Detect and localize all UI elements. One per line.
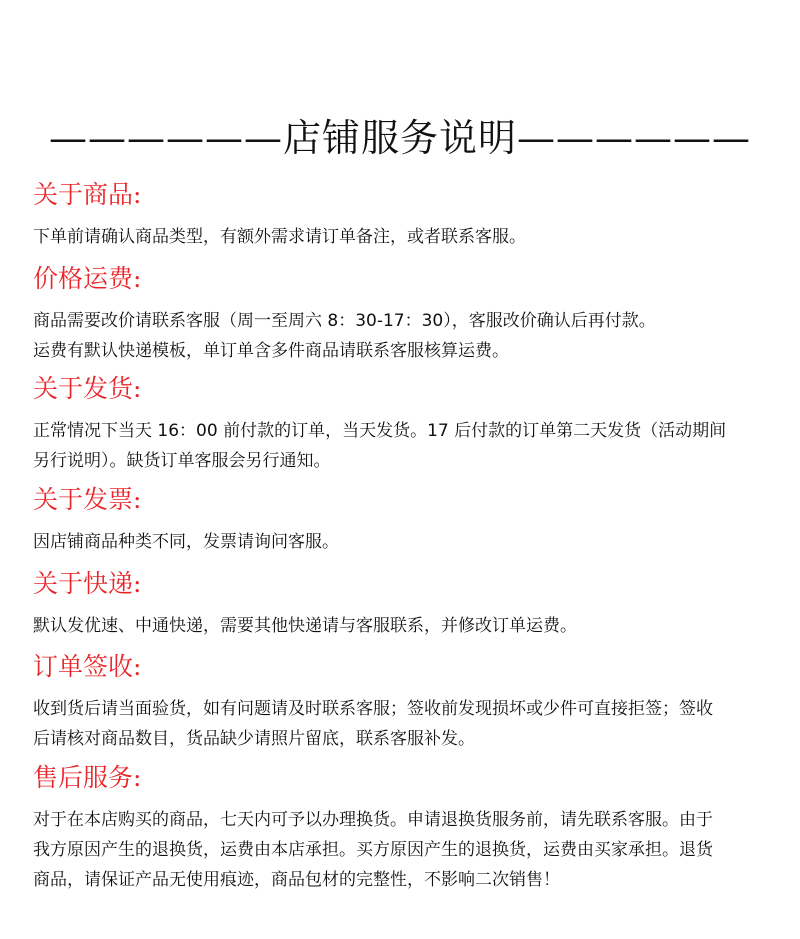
section-heading: 关于发货:	[33, 374, 142, 403]
body-line: 后请核对商品数目，货品缺少请照片留底，联系客服补发。	[33, 729, 475, 749]
body-line: 默认发优速、中通快递，需要其他快递请与客服联系，并修改订单运费。	[33, 616, 577, 636]
section-order-receipt	[33, 650, 783, 754]
body-line: 商品，请保证产品无使用痕迹，商品包材的完整性，不影响二次销售！	[33, 870, 560, 890]
page-title: ——————店铺服务说明——————	[48, 116, 751, 160]
body-line: 收到货后请当面验货，如有问题请及时联系客服；签收前发现损坏或少件可直接拒签；签收	[33, 699, 713, 719]
section-products	[33, 178, 783, 252]
body-line: 因店铺商品种类不同，发票请询问客服。	[33, 532, 339, 552]
body-line: 正常情况下当天 16：00 前付款的订单，当天发货。17 后付款的订单第二天发货（活动期间	[33, 421, 727, 441]
section-body	[33, 222, 783, 252]
section-invoice	[33, 483, 783, 557]
body-line: 另行说明）。缺货订单客服会另行通知。	[33, 451, 331, 471]
section-body	[33, 306, 783, 366]
section-heading: 售后服务:	[33, 763, 142, 792]
section-heading: 关于发票:	[33, 485, 142, 514]
section-dispatch	[33, 372, 783, 476]
section-price-shipping	[33, 262, 783, 366]
section-body	[33, 416, 783, 476]
section-heading: 关于商品:	[33, 180, 142, 209]
section-courier	[33, 567, 783, 641]
section-body	[33, 694, 783, 754]
section-after-sales	[33, 761, 783, 895]
body-line: 下单前请确认商品类型，有额外需求请订单备注，或者联系客服。	[33, 227, 526, 247]
body-line: 运费有默认快递模板，单订单含多件商品请联系客服核算运费。	[33, 341, 509, 361]
body-line: 对于在本店购买的商品，七天内可予以办理换货。申请退换货服务前，请先联系客服。由于	[33, 810, 713, 830]
body-line: 商品需要改价请联系客服（周一至周六 8：30-17：30），客服改价确认后再付款。	[33, 311, 656, 331]
section-heading: 关于快递:	[33, 569, 142, 598]
section-body	[33, 527, 783, 557]
body-line: 我方原因产生的退换货，运费由本店承担。买方原因产生的退换货，运费由买家承担。退货	[33, 840, 713, 860]
section-body	[33, 805, 783, 895]
section-body	[33, 611, 783, 641]
section-heading: 价格运费:	[33, 264, 142, 293]
section-heading: 订单签收:	[33, 652, 142, 681]
